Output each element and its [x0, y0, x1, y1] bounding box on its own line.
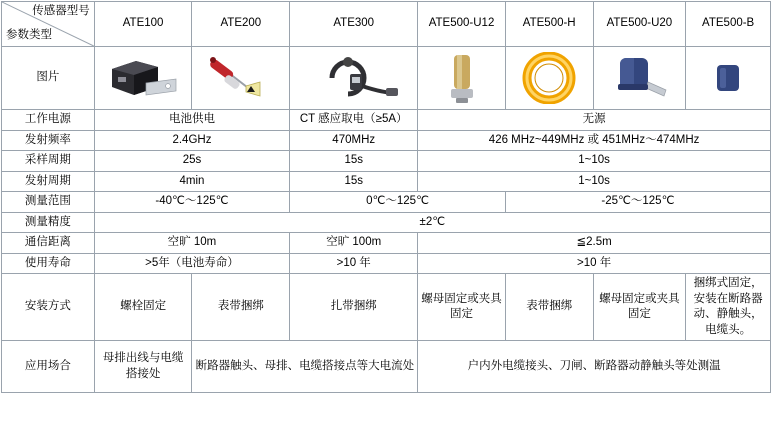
model-header-ate500-u12: ATE500-U12 — [418, 2, 506, 47]
blue-bolt-sensor-icon — [608, 52, 670, 104]
model-header-ate300: ATE300 — [290, 2, 418, 47]
cell-install-ate500-u12: 螺母固定或夹具固定 — [418, 274, 506, 341]
model-header-ate200: ATE200 — [192, 2, 290, 47]
row-label-power-supply: 工作电源 — [2, 110, 95, 131]
cell-txperiod-4min: 4min — [94, 171, 290, 192]
product-image-ate500-u20 — [593, 47, 686, 110]
cell-install-ate500-u20: 螺母固定或夹具固定 — [593, 274, 686, 341]
cell-sampling-25s: 25s — [94, 151, 290, 172]
row-comm-distance — [2, 233, 771, 254]
cell-accuracy: ±2℃ — [94, 212, 770, 233]
cell-install-ate100: 螺栓固定 — [94, 274, 192, 341]
cell-range-0-125: 0℃～125℃ — [290, 192, 506, 213]
row-label-tx-frequency: 发射频率 — [2, 130, 95, 151]
product-image-ate500-h — [505, 47, 593, 110]
model-header-ate500-h: ATE500-H — [505, 2, 593, 47]
cell-sampling-1-10s: 1~10s — [418, 151, 771, 172]
cell-freq-470mhz: 470MHz — [290, 130, 418, 151]
cell-lifetime-5y: >5年（电池寿命） — [94, 253, 290, 274]
header-corner-cell — [2, 2, 95, 47]
row-label-comm-distance: 通信距离 — [2, 233, 95, 254]
cell-power-ct: CT 感应取电（≥5A） — [290, 110, 418, 131]
cell-power-battery: 电池供电 — [94, 110, 290, 131]
row-label-measure-range: 测量范围 — [2, 192, 95, 213]
corner-param-label: 参数类型 — [6, 29, 52, 42]
cell-install-ate200: 表带捆绑 — [192, 274, 290, 341]
cell-distance-2-5m: ≦2.5m — [418, 233, 771, 254]
row-sampling-period — [2, 151, 771, 172]
cell-range-minus40: -40℃～125℃ — [94, 192, 290, 213]
row-install-method — [2, 274, 771, 341]
cylinder-sensor-icon — [440, 51, 484, 105]
product-image-ate500-b — [686, 47, 771, 110]
row-label-accuracy: 测量精度 — [2, 212, 95, 233]
table-header-row — [2, 2, 771, 47]
corner-model-label: 传感器型号 — [32, 5, 90, 17]
cell-application-ate500: 户内外电缆接头、刀闸、断路器动静触头等处测温 — [418, 341, 771, 393]
cell-application-ate100: 母排出线与电缆搭接处 — [94, 341, 192, 393]
cell-sampling-15s: 15s — [290, 151, 418, 172]
cell-freq-426-474: 426 MHz~449MHz 或 451MHz～474MHz — [418, 130, 771, 151]
model-header-ate500-b: ATE500-B — [686, 2, 771, 47]
black-box-sensor-icon — [106, 53, 180, 103]
product-image-ate300 — [290, 47, 418, 110]
row-application — [2, 341, 771, 393]
row-label-lifetime: 使用寿命 — [2, 253, 95, 274]
model-header-ate500-u20: ATE500-U20 — [593, 2, 686, 47]
row-label-sampling-period: 采样周期 — [2, 151, 95, 172]
row-image — [2, 47, 771, 110]
sensor-spec-table — [1, 1, 771, 393]
row-tx-frequency — [2, 130, 771, 151]
orange-ring-ct-icon — [522, 52, 576, 104]
cell-install-ate500-h: 表带捆绑 — [505, 274, 593, 341]
model-header-ate100: ATE100 — [94, 2, 192, 47]
row-tx-period — [2, 171, 771, 192]
product-image-ate200 — [192, 47, 290, 110]
cell-lifetime-10y-ct: >10 年 — [290, 253, 418, 274]
cell-distance-100m: 空旷 100m — [290, 233, 418, 254]
red-probe-sensor-icon — [202, 52, 280, 104]
blue-strap-sensor-icon — [707, 55, 749, 101]
cell-range-minus25: -25℃～125℃ — [505, 192, 770, 213]
row-label-tx-period: 发射周期 — [2, 171, 95, 192]
cell-power-passive: 无源 — [418, 110, 771, 131]
row-label-image: 图片 — [2, 47, 95, 110]
product-image-ate500-u12 — [418, 47, 506, 110]
cell-lifetime-10y-passive: >10 年 — [418, 253, 771, 274]
cell-txperiod-15s: 15s — [290, 171, 418, 192]
cell-distance-10m: 空旷 10m — [94, 233, 290, 254]
row-label-install-method: 安装方式 — [2, 274, 95, 341]
cell-txperiod-1-10s: 1~10s — [418, 171, 771, 192]
ct-clamp-sensor-icon — [306, 52, 402, 104]
product-image-ate100 — [94, 47, 192, 110]
cell-application-ate200-300: 断路器触头、母排、电缆搭接点等大电流处 — [192, 341, 418, 393]
row-accuracy — [2, 212, 771, 233]
row-label-application: 应用场合 — [2, 341, 95, 393]
cell-install-ate500-b: 捆绑式固定，安装在断路器动、静触头，电缆头。 — [686, 274, 771, 341]
cell-freq-24ghz: 2.4GHz — [94, 130, 290, 151]
cell-install-ate300: 扎带捆绑 — [290, 274, 418, 341]
row-power-supply — [2, 110, 771, 131]
row-measure-range — [2, 192, 771, 213]
row-lifetime — [2, 253, 771, 274]
